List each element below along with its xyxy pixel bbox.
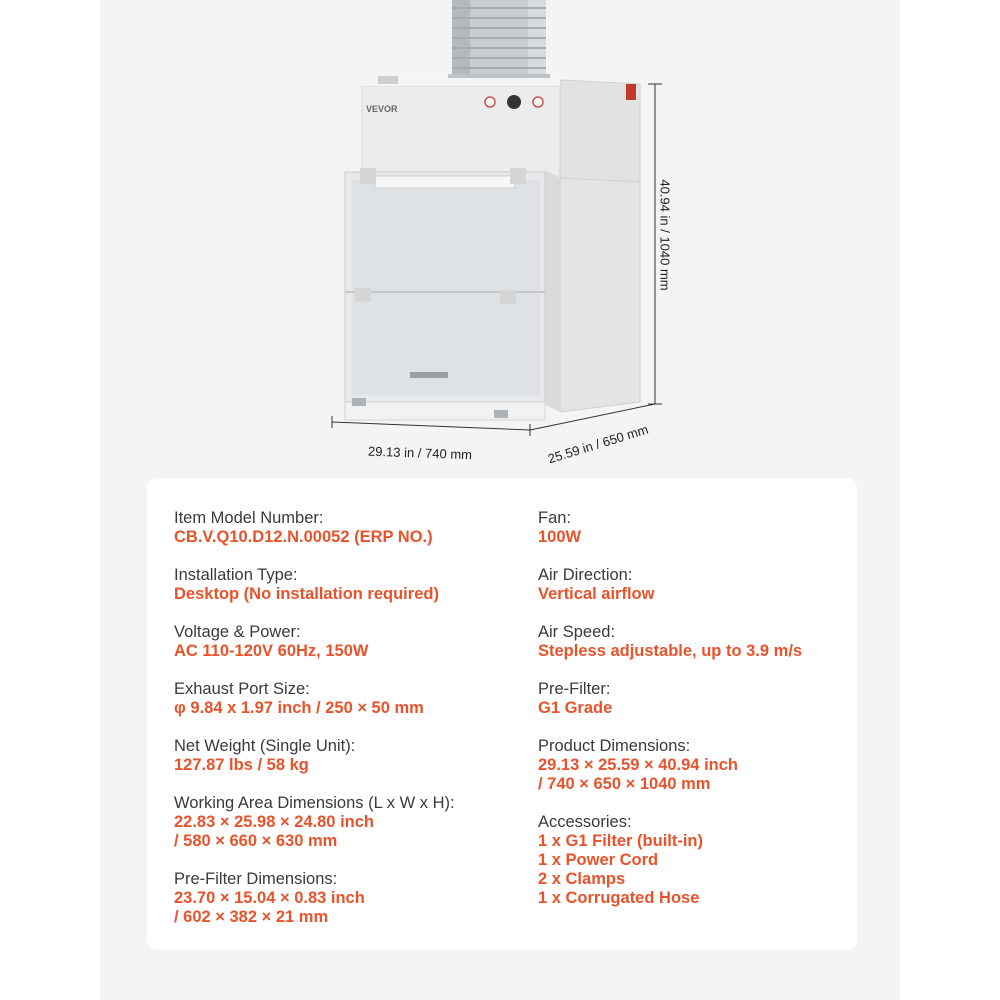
spec-value [174,699,519,718]
spec-value [538,832,848,908]
spec-item [174,509,519,547]
specifications-card [147,478,857,950]
spec-value [174,889,519,927]
spec-item [538,737,848,794]
spec-value-line: 29.13 × 25.59 × 40.94 inch [538,756,738,774]
specs-right-column [538,509,848,927]
spec-item [174,680,519,718]
fume-hood-image [0,0,1000,480]
spec-value [174,585,519,604]
spec-item [174,623,519,661]
spec-label: Pre-Filter: [538,680,611,698]
spec-label: Pre-Filter Dimensions: [174,870,338,888]
spec-item [538,680,848,718]
spec-label: Voltage & Power: [174,623,301,641]
spec-value [538,585,848,604]
depth-dimension-label: 25.59 in / 650 mm [546,421,650,467]
spec-label: Exhaust Port Size: [174,680,310,698]
spec-value [174,813,519,851]
spec-value [174,756,519,775]
spec-item [538,623,848,661]
spec-value-line: / 580 × 660 × 630 mm [174,832,338,850]
spec-item [538,566,848,604]
spec-value-line: / 602 × 382 × 21 mm [174,908,329,926]
spec-label: Working Area Dimensions (L x W x H): [174,794,455,812]
spec-label: Item Model Number: [174,509,324,527]
spec-value [538,528,848,547]
spec-label: Air Direction: [538,566,633,584]
spec-value-line: CB.V.Q10.D12.N.00052 (ERP NO.) [174,528,433,546]
spec-value-line: 23.70 × 15.04 × 0.83 inch [174,889,365,907]
spec-value-line: φ 9.84 x 1.97 inch / 250 × 50 mm [174,699,424,717]
spec-value-line: 1 x G1 Filter (built-in) [538,832,704,850]
spec-value [174,528,519,547]
width-dimension-label: 29.13 in / 740 mm [367,443,473,463]
spec-value [174,642,519,661]
spec-value-line: AC 110-120V 60Hz, 150W [174,642,369,660]
spec-value-line: / 740 × 650 × 1040 mm [538,775,711,793]
spec-value-line: 1 x Corrugated Hose [538,889,700,907]
spec-value-line: Desktop (No installation required) [174,585,439,603]
spec-value [538,699,848,718]
spec-label: Net Weight (Single Unit): [174,737,356,755]
spec-value-line: 100W [538,528,582,546]
specs-left-column [174,509,519,946]
spec-value-line: 127.87 lbs / 58 kg [174,756,309,774]
spec-value-line: 2 x Clamps [538,870,626,888]
product-illustration [0,0,1000,480]
spec-value [538,642,848,661]
spec-label: Product Dimensions: [538,737,691,755]
spec-value-line: Stepless adjustable, up to 3.9 m/s [538,642,803,660]
spec-item [538,509,848,547]
corrugated-hose [448,0,550,88]
spec-label: Air Speed: [538,623,616,641]
spec-value-line: Vertical airflow [538,585,655,603]
brand-logo: VEVOR [366,104,398,114]
spec-item [174,870,519,927]
spec-label: Accessories: [538,813,632,831]
spec-value-line: 22.83 × 25.98 × 24.80 inch [174,813,374,831]
spec-value-line: G1 Grade [538,699,613,717]
height-dimension-label: 40.94 in / 1040 mm [657,179,673,291]
spec-item [174,566,519,604]
spec-label: Installation Type: [174,566,298,584]
spec-value-line: 1 x Power Cord [538,851,659,869]
spec-value [538,756,848,794]
spec-label: Fan: [538,509,572,527]
spec-item [174,737,519,775]
spec-item [174,794,519,851]
spec-item [538,813,848,908]
